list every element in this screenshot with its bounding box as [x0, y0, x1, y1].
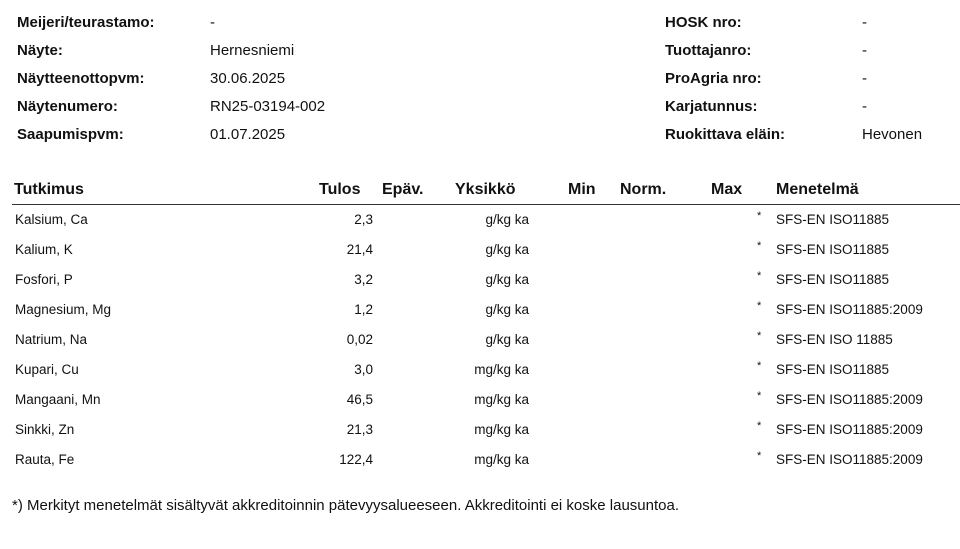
label-hosk: HOSK nro:: [665, 14, 742, 31]
value-hosk: -: [862, 14, 867, 31]
row-method: SFS-EN ISO11885: [776, 362, 890, 377]
value-producer-number: -: [862, 42, 867, 59]
col-header-tutkimus: Tutkimus: [14, 181, 84, 198]
col-header-menetelma: Menetelmä: [776, 181, 859, 198]
label-sample: Näyte:: [17, 42, 63, 59]
table-row: [0, 332, 960, 362]
accreditation-mark: *: [757, 360, 762, 372]
value-dairy: -: [210, 14, 215, 31]
row-unit: mg/kg ka: [474, 392, 529, 407]
row-method: SFS-EN ISO11885:2009: [776, 302, 923, 317]
row-name: Mangaani, Mn: [15, 392, 101, 407]
row-method: SFS-EN ISO11885: [776, 242, 890, 257]
row-method: SFS-EN ISO 11885: [776, 332, 893, 347]
col-header-max: Max: [711, 181, 743, 198]
row-unit: mg/kg ka: [474, 422, 529, 437]
row-unit: g/kg ka: [485, 272, 529, 287]
col-header-min: Min: [568, 181, 596, 198]
row-result: 3,2: [354, 272, 373, 287]
table-row: [0, 242, 960, 272]
row-name: Natrium, Na: [15, 332, 88, 347]
row-result: 21,3: [346, 422, 373, 437]
table-row: [0, 302, 960, 332]
table-row: [0, 362, 960, 392]
accreditation-mark: *: [757, 330, 762, 342]
row-name: Fosfori, P: [15, 272, 73, 287]
label-proagria: ProAgria nro:: [665, 70, 762, 87]
table-row: [0, 272, 960, 302]
label-sampling-date: Näytteenottopvm:: [17, 70, 145, 87]
header-divider: [12, 204, 960, 205]
row-unit: g/kg ka: [485, 302, 529, 317]
row-method: SFS-EN ISO11885:2009: [776, 452, 923, 467]
row-result: 122,4: [339, 452, 373, 467]
label-producer-number: Tuottajanro:: [665, 42, 752, 59]
accreditation-mark: *: [757, 420, 762, 432]
row-unit: mg/kg ka: [474, 362, 529, 377]
row-result: 21,4: [346, 242, 373, 257]
col-header-tulos: Tulos: [319, 181, 361, 198]
value-sampling-date: 30.06.2025: [210, 70, 286, 87]
accreditation-mark: *: [757, 300, 762, 312]
row-method: SFS-EN ISO11885:2009: [776, 422, 923, 437]
row-name: Kupari, Cu: [15, 362, 79, 377]
row-method: SFS-EN ISO11885: [776, 272, 890, 287]
row-method: SFS-EN ISO11885: [776, 212, 890, 227]
value-sample: Hernesniemi: [210, 42, 295, 59]
row-result: 0,02: [346, 332, 373, 347]
row-name: Kalsium, Ca: [15, 212, 88, 227]
row-method: SFS-EN ISO11885:2009: [776, 392, 923, 407]
table-row: [0, 422, 960, 452]
row-unit: g/kg ka: [485, 242, 529, 257]
accreditation-mark: *: [757, 450, 762, 462]
label-sample-number: Näytenumero:: [17, 98, 118, 115]
row-result: 46,5: [346, 392, 373, 407]
accreditation-mark: *: [757, 270, 762, 282]
accreditation-mark: *: [757, 240, 762, 252]
row-result: 1,2: [354, 302, 373, 317]
value-herd-id: -: [862, 98, 867, 115]
table-row: [0, 452, 960, 482]
row-result: 2,3: [354, 212, 373, 227]
row-name: Rauta, Fe: [15, 452, 75, 467]
row-name: Kalium, K: [15, 242, 73, 257]
row-unit: mg/kg ka: [474, 452, 529, 467]
label-dairy: Meijeri/teurastamo:: [17, 14, 155, 31]
accreditation-footnote: *) Merkityt menetelmät sisältyvät akkreditoinnin pätevyysalueeseen. Akkreditointi ei koske lausuntoa.: [12, 497, 679, 514]
value-sample-number: RN25-03194-002: [210, 98, 326, 115]
row-result: 3,0: [354, 362, 373, 377]
col-header-norm: Norm.: [620, 181, 667, 198]
label-arrival-date: Saapumispvm:: [17, 126, 124, 143]
value-fed-animal: Hevonen: [862, 126, 923, 143]
table-row: [0, 212, 960, 242]
row-name: Sinkki, Zn: [15, 422, 75, 437]
row-unit: g/kg ka: [485, 332, 529, 347]
row-name: Magnesium, Mg: [15, 302, 112, 317]
accreditation-mark: *: [757, 390, 762, 402]
col-header-epav: Epäv.: [382, 181, 424, 198]
label-herd-id: Karjatunnus:: [665, 98, 758, 115]
label-fed-animal: Ruokittava eläin:: [665, 126, 786, 143]
row-unit: g/kg ka: [485, 212, 529, 227]
accreditation-mark: *: [757, 210, 762, 222]
col-header-yksikko: Yksikkö: [455, 181, 516, 198]
table-row: [0, 392, 960, 422]
value-proagria: -: [862, 70, 867, 87]
value-arrival-date: 01.07.2025: [210, 126, 286, 143]
